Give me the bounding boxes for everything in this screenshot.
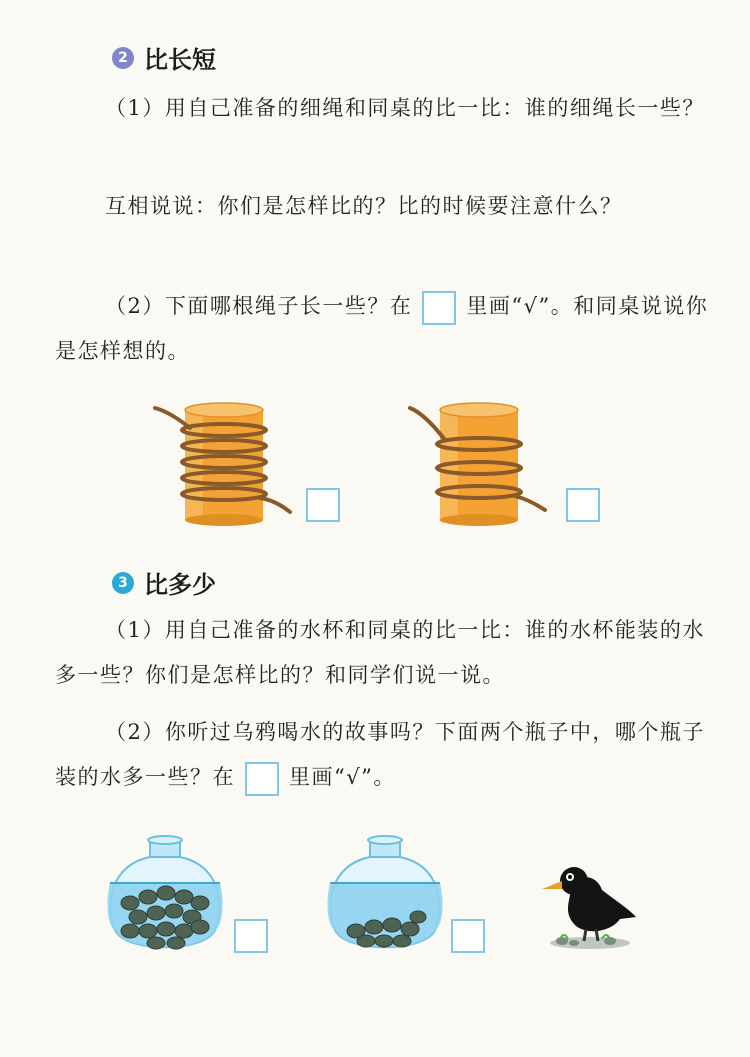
crow-illustration [540,855,640,955]
section-title: 比多少 [144,571,216,599]
section-number-badge: 3 [112,572,134,594]
answer-box-jar-right[interactable] [451,919,485,953]
answer-box-jar-left[interactable] [234,919,268,953]
question-text-after: 里画“√”。 [289,765,396,789]
section-2-heading [112,40,216,75]
question-text-before: （2）下面哪根绳子长一些？在 [105,294,413,318]
section-title: 比长短 [144,46,216,74]
answer-box-rope-right[interactable] [566,488,600,522]
example-checkbox [245,762,279,796]
question-text-after: 里画“√”。和同桌说说你是怎样想的。 [55,294,709,363]
example-checkbox [422,291,456,325]
rope-cylinder-right [405,400,555,530]
answer-box-rope-left[interactable] [306,488,340,522]
section-number-badge: 2 [112,47,134,69]
jar-left [100,835,230,960]
section-3-heading [112,565,216,600]
section-3-paragraph-1: （1）用自己准备的水杯和同桌的比一比：谁的水杯能装的水多一些？你们是怎样比的？和同学们说一说。 [55,618,705,687]
question-text-before: （2）你听过乌鸦喝水的故事吗？下面两个瓶子中，哪个瓶子装的水多一些？在 [55,720,705,789]
jar-right [320,835,450,960]
section-2-paragraph-3 [55,284,715,374]
section-3-paragraph-2 [55,710,715,800]
section-2-paragraph-2: 互相说说：你们是怎样比的？比的时候要注意什么？ [105,194,623,218]
section-2-paragraph-1: （1）用自己准备的细绳和同桌的比一比：谁的细绳长一些？ [105,96,705,120]
rope-cylinder-left [150,400,300,530]
